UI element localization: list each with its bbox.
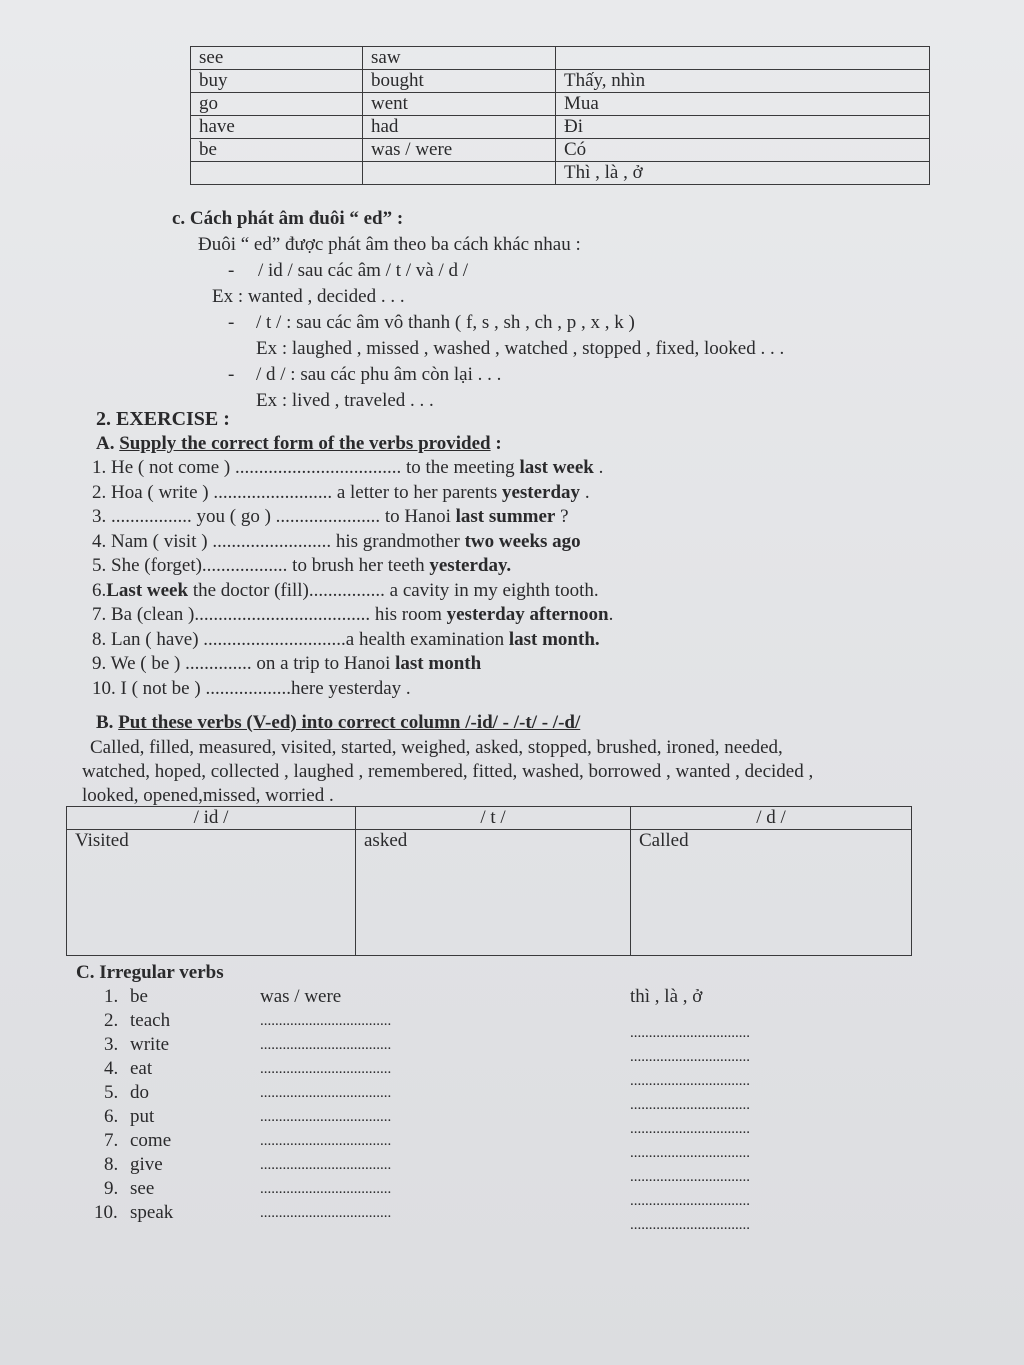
verb-table-cell: bought bbox=[363, 70, 556, 93]
irregular-number: 8. bbox=[104, 1154, 119, 1175]
irregular-meaning: thì , là , ở bbox=[630, 986, 703, 1007]
exercise-b-heading bbox=[96, 712, 580, 734]
b-title: Put these verbs (V-ed) into correct column /-id/ - /-t/ - /-d/ bbox=[118, 712, 581, 733]
exercise-item bbox=[92, 506, 569, 528]
sound-column-table bbox=[66, 806, 912, 956]
example-id: Ex : wanted , decided . . . bbox=[212, 286, 405, 307]
exercise-item-bold: last week bbox=[519, 457, 594, 478]
irregular-number: 6. bbox=[104, 1106, 119, 1127]
irregular-past-form[interactable]: ................................... bbox=[260, 1109, 392, 1125]
exercise-item-bold: last month. bbox=[508, 628, 600, 650]
irregular-number: 4. bbox=[104, 1058, 119, 1079]
irregular-base-verb: do bbox=[130, 1082, 149, 1103]
example-d: Ex : lived , traveled . . . bbox=[256, 390, 434, 411]
irregular-base-verb: speak bbox=[130, 1202, 174, 1223]
rule-id: / id / sau các âm / t / và / d / bbox=[258, 260, 469, 281]
irregular-number: 10. bbox=[94, 1202, 118, 1223]
verb-table-cell: Mua bbox=[556, 93, 930, 116]
irregular-base-verb: eat bbox=[130, 1058, 153, 1079]
verb-table-cell: Thì , là , ở bbox=[556, 162, 930, 185]
exercise-item-pre: 7. Ba (clean )..................................... his room bbox=[92, 604, 447, 625]
exercise-title: 2. EXERCISE : bbox=[96, 408, 230, 430]
exercise-item-post: the doctor (fill)................ a cavity in my eighth tooth. bbox=[188, 579, 599, 601]
exercise-item bbox=[92, 653, 481, 675]
exercise-item-post: ? bbox=[555, 506, 569, 527]
verb-table-row bbox=[191, 116, 930, 139]
exercise-item-bold: two weeks ago bbox=[464, 530, 581, 552]
rule-t: / t / : sau các âm vô thanh ( f, s , sh , ch , p , x , k ) bbox=[256, 312, 635, 333]
exercise-item-pre: 5. She (forget).................. to brush her teeth bbox=[92, 555, 430, 576]
b-word-list-line2: watched, hoped, collected , laughed , remembered, fitted, washed, borrowed , wanted , decided , bbox=[82, 761, 814, 782]
exercise-item bbox=[92, 604, 613, 626]
column-header-id: / id / bbox=[67, 807, 356, 830]
verb-table-cell: went bbox=[363, 93, 556, 116]
verb-table-cell: have bbox=[191, 116, 363, 139]
irregular-past-form[interactable]: ................................... bbox=[260, 1133, 392, 1149]
a-title: Supply the correct form of the verbs provided bbox=[119, 433, 491, 454]
exercise-item-bold: yesterday bbox=[501, 481, 581, 503]
bullet-dash: - bbox=[228, 364, 235, 385]
exercise-item bbox=[92, 555, 511, 577]
bullet-dash: - bbox=[228, 260, 235, 281]
exercise-item bbox=[92, 678, 411, 700]
irregular-past-form[interactable]: ................................... bbox=[260, 1037, 392, 1053]
irregular-meaning[interactable]: ................................ bbox=[630, 1121, 750, 1137]
a-colon: : bbox=[495, 433, 502, 454]
irregular-past-form: was / were bbox=[260, 986, 342, 1007]
column-cell-d: Called bbox=[631, 830, 912, 956]
column-cell-t: asked bbox=[356, 830, 631, 956]
irregular-number: 7. bbox=[104, 1130, 119, 1151]
example-t: Ex : laughed , missed , washed , watched , stopped , fixed, looked . . . bbox=[256, 338, 785, 359]
b-prefix: B. bbox=[96, 712, 114, 733]
exercise-item-post: . bbox=[580, 481, 590, 503]
verb-table-row bbox=[191, 70, 930, 93]
verb-table-row bbox=[191, 162, 930, 185]
exercise-item-bold: last month bbox=[395, 653, 482, 674]
verb-table-cell: was / were bbox=[363, 139, 556, 162]
exercise-item bbox=[92, 629, 600, 651]
b-word-list-line1: Called, filled, measured, visited, started, weighed, asked, stopped, brushed, ironed, needed, bbox=[90, 737, 783, 758]
irregular-meaning[interactable]: ................................ bbox=[630, 1169, 750, 1185]
rule-d: / d / : sau các phu âm còn lại . . . bbox=[256, 364, 502, 385]
exercise-item-pre: 3. ................. you ( go ) ...................... to Hanoi bbox=[92, 506, 456, 527]
irregular-number: 9. bbox=[104, 1178, 119, 1199]
section-c-title: c. Cách phát âm đuôi “ ed” : bbox=[172, 208, 404, 229]
a-prefix: A. bbox=[96, 433, 115, 454]
column-header-t: / t / bbox=[356, 807, 631, 830]
verb-table-cell: go bbox=[191, 93, 363, 116]
verb-table-cell: saw bbox=[363, 47, 556, 70]
exercise-item-post: . bbox=[608, 604, 614, 625]
irregular-meaning[interactable]: ................................ bbox=[630, 1097, 750, 1113]
irregular-verbs-title: C. Irregular verbs bbox=[76, 962, 224, 983]
verb-table-cell: be bbox=[191, 139, 363, 162]
irregular-past-form[interactable]: ................................... bbox=[260, 1157, 392, 1173]
exercise-item-bold: Last week bbox=[106, 579, 189, 601]
exercise-item-pre: 6. bbox=[92, 579, 107, 601]
exercise-item-pre: 2. Hoa ( write ) ......................... a letter to her parents bbox=[92, 481, 502, 503]
exercise-item-bold: yesterday. bbox=[429, 555, 512, 576]
exercise-item-pre: 1. He ( not come ) ................................... to the meeting bbox=[92, 457, 520, 478]
irregular-past-form[interactable]: ................................... bbox=[260, 1181, 392, 1197]
irregular-meaning[interactable]: ................................ bbox=[630, 1025, 750, 1041]
exercise-item-bold: yesterday afternoon bbox=[446, 604, 609, 625]
verb-table-cell: Thấy, nhìn bbox=[556, 70, 930, 93]
irregular-number: 3. bbox=[104, 1034, 119, 1055]
verb-table-cell bbox=[556, 47, 930, 70]
irregular-base-verb: come bbox=[130, 1130, 172, 1151]
exercise-item bbox=[92, 580, 599, 602]
verb-table-cell: buy bbox=[191, 70, 363, 93]
verb-table-cell: see bbox=[191, 47, 363, 70]
irregular-past-form[interactable]: ................................... bbox=[260, 1061, 392, 1077]
exercise-item-pre: 10. I ( not be ) ..................here yesterday . bbox=[92, 677, 411, 699]
exercise-item bbox=[92, 457, 603, 479]
irregular-meaning[interactable]: ................................ bbox=[630, 1049, 750, 1065]
b-word-list-line3: looked, opened,missed, worried . bbox=[82, 785, 334, 806]
irregular-number: 5. bbox=[104, 1082, 119, 1103]
irregular-meaning[interactable]: ................................ bbox=[630, 1217, 750, 1233]
bullet-dash: - bbox=[228, 312, 235, 333]
irregular-past-form[interactable]: ................................... bbox=[260, 1085, 392, 1101]
exercise-item-pre: 4. Nam ( visit ) ......................... his grandmother bbox=[92, 530, 465, 552]
verb-table-cell bbox=[363, 162, 556, 185]
verb-table-row bbox=[191, 93, 930, 116]
irregular-meaning[interactable]: ................................ bbox=[630, 1193, 750, 1209]
irregular-number: 2. bbox=[104, 1010, 119, 1031]
verb-table-cell: Đi bbox=[556, 116, 930, 139]
verb-table-cell: had bbox=[363, 116, 556, 139]
irregular-number: 1. bbox=[104, 986, 119, 1007]
irregular-base-verb: be bbox=[130, 986, 148, 1007]
exercise-item bbox=[92, 531, 581, 553]
exercise-a-heading bbox=[96, 433, 502, 455]
exercise-item-pre: 9. We ( be ) .............. on a trip to Hanoi bbox=[92, 653, 396, 674]
column-cell-id: Visited bbox=[67, 830, 356, 956]
exercise-item-post: . bbox=[593, 457, 604, 478]
verb-table-cell bbox=[191, 162, 363, 185]
irregular-past-form[interactable]: ................................... bbox=[260, 1205, 392, 1221]
exercise-item-pre: 8. Lan ( have) ..............................a health examination bbox=[92, 628, 509, 650]
irregular-past-form[interactable]: ................................... bbox=[260, 1013, 392, 1029]
irregular-base-verb: write bbox=[130, 1034, 170, 1055]
verb-table-row bbox=[191, 139, 930, 162]
irregular-base-verb: put bbox=[130, 1106, 155, 1127]
irregular-base-verb: teach bbox=[130, 1010, 171, 1031]
irregular-base-verb: see bbox=[130, 1178, 155, 1199]
column-header-d: / d / bbox=[631, 807, 912, 830]
verb-table bbox=[190, 46, 930, 185]
verb-table-cell: Có bbox=[556, 139, 930, 162]
section-c-intro: Đuôi “ ed” được phát âm theo ba cách khác nhau : bbox=[198, 234, 581, 255]
irregular-base-verb: give bbox=[130, 1154, 163, 1175]
exercise-item bbox=[92, 482, 590, 504]
verb-table-row bbox=[191, 47, 930, 70]
exercise-item-bold: last summer bbox=[455, 506, 556, 527]
irregular-meaning[interactable]: ................................ bbox=[630, 1073, 750, 1089]
irregular-meaning[interactable]: ................................ bbox=[630, 1145, 750, 1161]
